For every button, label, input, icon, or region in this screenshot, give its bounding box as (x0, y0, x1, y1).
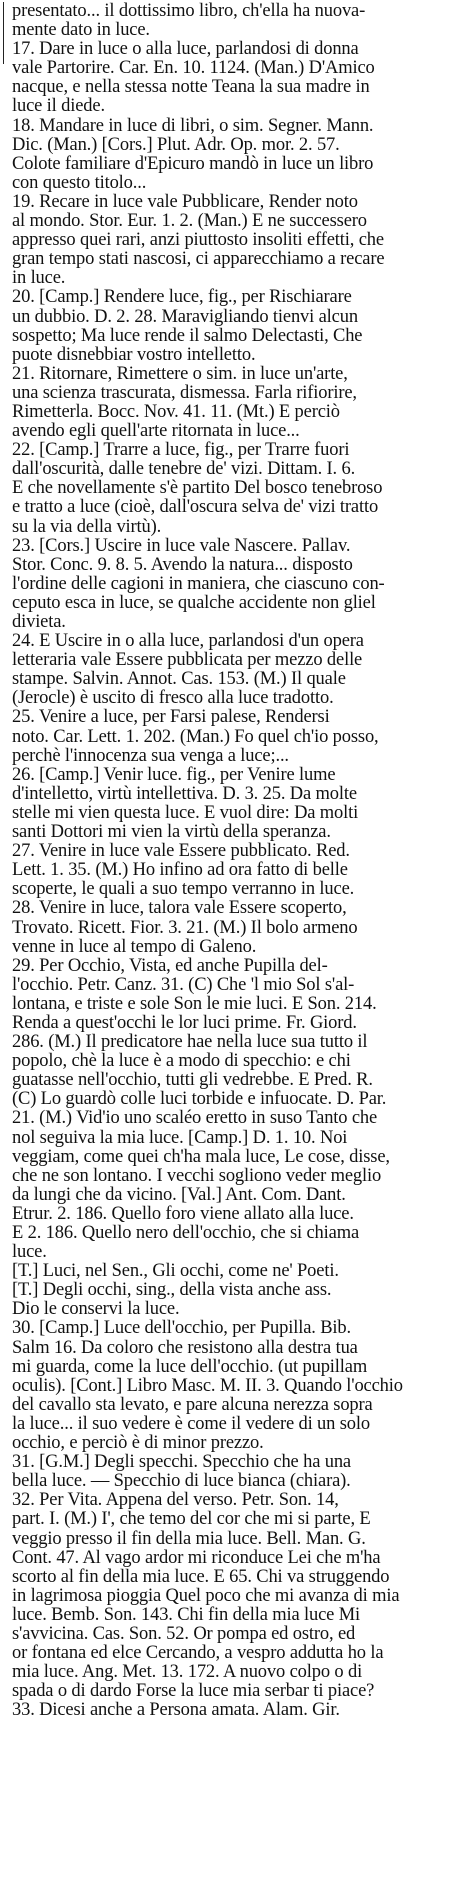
text-line: Dic. (Man.) [Cors.] Plut. Adr. Op. mor. 2. 57. (12, 135, 340, 155)
text-line: luce il diede. (12, 97, 105, 117)
text-line: stelle mi vien questa luce. E vuol dire: Da molti (12, 803, 359, 823)
text-line: luce. (12, 1243, 47, 1263)
text-line: d'intelletto, virtù intellettiva. D. 3. 25. Da molte (12, 784, 357, 804)
text-line: scorto al fin della mia luce. E 65. Chi va struggendo (12, 1567, 390, 1587)
text-line: spada o di dardo Forse la luce mia serbar ti piace? (12, 1682, 375, 1702)
text-line: (C) Lo guardò colle luci torbide e infuocate. D. Par. (12, 1090, 387, 1110)
text-line: mente dato in luce. (12, 21, 150, 41)
text-line: nacque, e nella stessa notte Teana la sua madre in (12, 78, 370, 98)
text-line: dall'oscurità, dalle tenebre de' vizi. Dittam. I. 6. (12, 460, 356, 480)
text-line: Colote familiare d'Epicuro mandò in luce un libro (12, 154, 374, 174)
text-line: 26. [Camp.] Venir luce. fig., per Venire lume (12, 765, 336, 785)
text-line: venne in luce al tempo di Galeno. (12, 937, 257, 957)
text-line: noto. Car. Lett. 1. 202. (Man.) Fo quel ch'io posso, (12, 727, 379, 747)
text-line: oculis). [Cont.] Libro Masc. M. II. 3. Quando l'occhio (12, 1376, 403, 1396)
text-line: puote disnebbiar vostro intelletto. (12, 345, 256, 365)
text-line: 18. Mandare in luce di libri, o sim. Segner. Mann. (12, 116, 374, 136)
text-line: 32. Per Vita. Appena del verso. Petr. Son. 14, (12, 1491, 339, 1511)
dictionary-entry-text (12, 2, 467, 1720)
text-line: Dio le conservi la luce. (12, 1300, 180, 1320)
text-line: 31. [G.M.] Degli specchi. Specchio che ha una (12, 1453, 351, 1473)
text-line: in luce. (12, 269, 66, 289)
text-line: l'occhio. Petr. Canz. 31. (C) Che 'l mio Sol s'al- (12, 975, 355, 995)
text-line: luce. Bemb. Son. 143. Chi fin della mia luce Mi (12, 1605, 360, 1625)
text-line: [T.] Degli occhi, sing., della vista anche ass. (12, 1281, 332, 1301)
text-line: lontana, e triste e sole Son le mie luci. E Son. 214. (12, 994, 377, 1014)
text-line: in lagrimosa pioggia Quel poco che mi avanza di mia (12, 1586, 400, 1606)
text-line: E 2. 186. Quello nero dell'occhio, che si chiama (12, 1224, 360, 1243)
text-line: 33. Dicesi anche a Persona amata. Alam. Gir. (12, 1701, 340, 1721)
text-line: Stor. Conc. 9. 8. 5. Avendo la natura... disposto (12, 555, 353, 575)
text-line: 19. Recare in luce vale Pubblicare, Render noto (12, 192, 358, 212)
text-line: che ne son lontano. I vecchi sogliono veder meglio (12, 1166, 382, 1186)
text-line: Trovato. Ricett. Fior. 3. 21. (M.) Il bolo armeno (12, 918, 358, 938)
text-line: Cont. 47. Al vago ardor mi riconduce Lei che m'ha (12, 1548, 381, 1568)
text-line: [T.] Luci, nel Sen., Gli occhi, come ne' Poeti. (12, 1262, 339, 1282)
text-line: scoperte, le quali a suo tempo verranno in luce. (12, 880, 355, 900)
text-line: una scienza trascurata, dismessa. Farla rifiorire, (12, 383, 357, 403)
text-line: 21. Ritornare, Rimettere o sim. in luce un'arte, (12, 364, 348, 384)
text-line: vale Partorire. Car. En. 10. 1124. (Man.) D'Amico (12, 59, 375, 79)
text-line: 17. Dare in luce o alla luce, parlandosi di donna (12, 40, 359, 60)
text-line: avendo egli quell'arte ritornata in luce... (12, 422, 300, 442)
text-line: popolo, chè la luce è a modo di specchio: e chi (12, 1052, 351, 1072)
text-line: 23. [Cors.] Uscire in luce vale Nascere. Pallav. (12, 536, 351, 556)
text-line: santi Dottori mi vien la virtù della speranza. (12, 823, 331, 843)
text-line: 28. Venire in luce, talora vale Essere scoperto, (12, 899, 347, 919)
text-line: 29. Per Occhio, Vista, ed anche Pupilla del- (12, 956, 328, 976)
text-line: 286. (M.) Il predicatore hae nella luce sua tutto il (12, 1033, 368, 1053)
text-line: Renda a quest'occhi le lor luci prime. Fr. Giord. (12, 1013, 357, 1033)
text-line: del cavallo sta levato, e pare alcuna nerezza sopra (12, 1395, 373, 1415)
text-line: divieta. (12, 613, 66, 632)
text-line: stampe. Salvin. Annot. Cas. 153. (M.) Il quale (12, 670, 346, 690)
text-line: s'avvicina. Cas. Son. 52. Or pompa ed ostro, ed (12, 1624, 356, 1644)
text-line: Etrur. 2. 186. Quello foro viene allato alla luce. (12, 1204, 354, 1224)
text-line: letteraria vale Essere pubblicata per mezzo delle (12, 651, 363, 671)
text-line: 30. [Camp.] Luce dell'occhio, per Pupilla. Bib. (12, 1319, 351, 1339)
text-line: appresso quei rari, anzi piuttosto insoliti effetti, che (12, 231, 384, 251)
text-line: or fontana ed elce Cercando, a vespro addutta ho la (12, 1644, 384, 1664)
text-line: E che novellamente s'è partito Del bosco tenebroso (12, 479, 383, 499)
text-line: bella luce. — Specchio di luce bianca (chiara). (12, 1472, 351, 1492)
text-line: al mondo. Stor. Eur. 1. 2. (Man.) E ne successero (12, 212, 367, 232)
text-line: Lett. 1. 35. (M.) Ho infino ad ora fatto di belle (12, 861, 348, 881)
text-line: mia luce. Ang. Met. 13. 172. A nuovo colpo o di (12, 1663, 363, 1683)
text-line: veggiam, come quei ch'ha mala luce, Le cose, disse, (12, 1147, 390, 1167)
text-line: 27. Venire in luce vale Essere pubblicato. Red. (12, 842, 350, 862)
text-line: nol seguiva la mia luce. [Camp.] D. 1. 10. Noi (12, 1128, 348, 1148)
text-line: presentato... il dottissimo libro, ch'ella ha nuova- (12, 2, 366, 21)
text-line: e tratto a luce (cioè, dall'oscura selva de' vizi tratto (12, 498, 379, 518)
text-line: 22. [Camp.] Trarre a luce, fig., per Trarre fuori (12, 441, 350, 461)
text-line: 25. Venire a luce, per Farsi palese, Rendersi (12, 708, 330, 728)
text-line: l'ordine delle cagioni in maniera, che ciascuno con- (12, 574, 385, 594)
text-line: con questo titolo... (12, 173, 147, 193)
text-line: guatasse nell'occhio, tutti gli vedrebbe. E Pred. R. (12, 1071, 373, 1091)
text-line: 24. E Uscire in o alla luce, parlandosi d'un opera (12, 632, 364, 652)
text-line: 20. [Camp.] Rendere luce, fig., per Rischiarare (12, 288, 352, 308)
text-line: occhio, e perciò è di minor prezzo. (12, 1434, 264, 1454)
text-line: (Jerocle) è uscito di fresco alla luce tradotto. (12, 689, 334, 709)
text-line: ceputo esca in luce, se qualche accidente non gliel (12, 593, 376, 613)
text-line: Rimetterla. Bocc. Nov. 41. 11. (Mt.) E perciò (12, 402, 340, 422)
text-line: gran tempo stati nascosi, ci apparecchiamo a recare (12, 250, 385, 270)
text-line: veggio presso il fin della mia luce. Bell. Man. G. (12, 1529, 366, 1549)
text-line: 21. (M.) Vid'io uno scaléo eretto in suso Tanto che (12, 1109, 378, 1129)
text-line: mi guarda, come la luce dell'occhio. (ut pupillam (12, 1357, 368, 1377)
text-line: da lungi che da vicino. [Val.] Ant. Com. Dant. (12, 1185, 346, 1205)
text-line: un dubbio. D. 2. 28. Maravigliando tienvi alcun (12, 307, 358, 327)
text-line: part. I. (M.) I', che temo del cor che mi si parte, E (12, 1510, 371, 1530)
text-line: su la via della virtù). (12, 517, 162, 537)
margin-rule (3, 2, 4, 64)
text-line: Salm 16. Da coloro che resistono alla destra tua (12, 1338, 358, 1358)
text-line: sospetto; Ma luce rende il salmo Delectasti, Che (12, 326, 363, 346)
text-line: la luce... il suo vedere è come il vedere di un solo (12, 1414, 370, 1434)
text-line: perchè l'innocenza sua venga a luce;... (12, 746, 289, 766)
